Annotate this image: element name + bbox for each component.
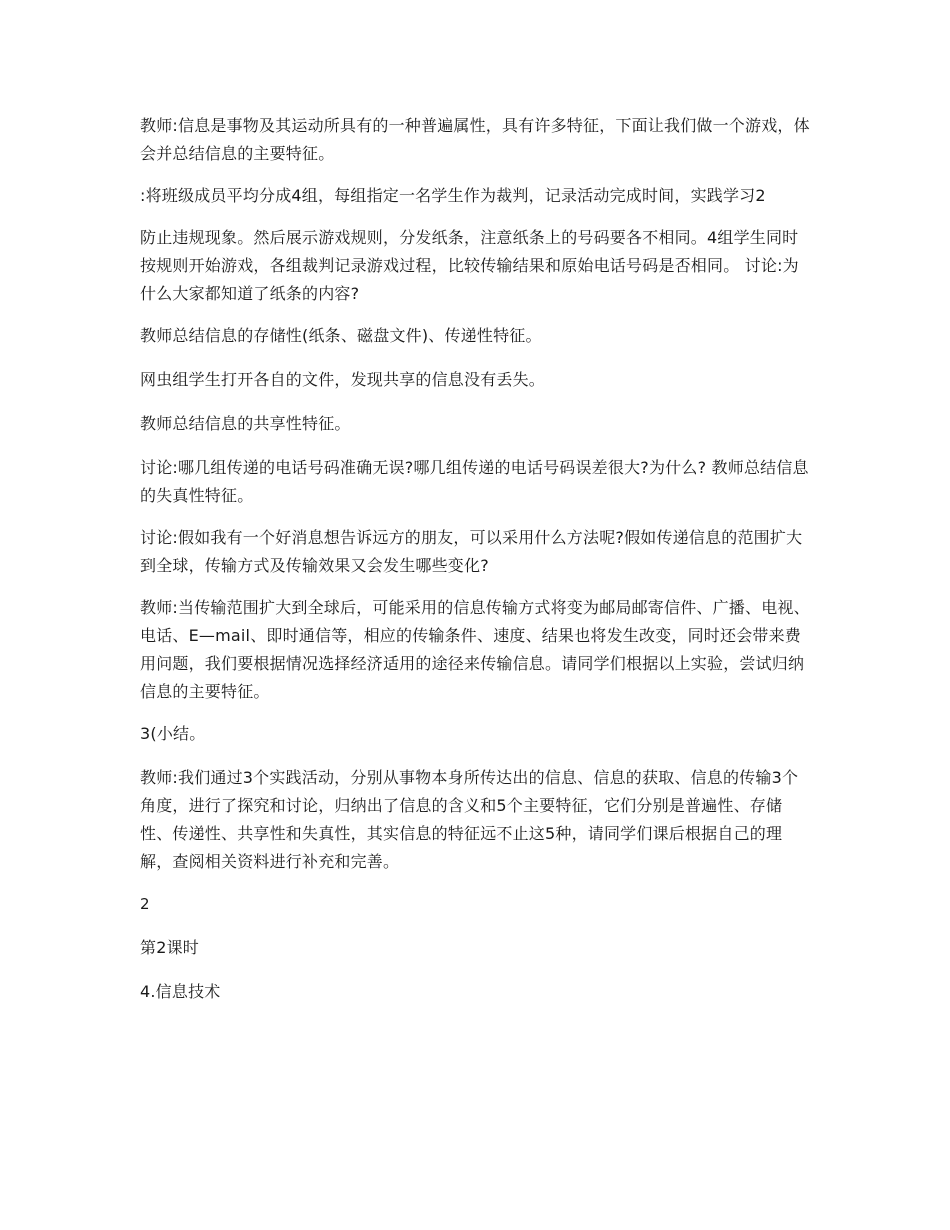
paragraph-sharing-feature: 教师总结信息的共享性特征。 [140, 414, 351, 433]
paragraph-shared-files: 网虫组学生打开各自的文件，发现共享的信息没有丢失。 [140, 370, 546, 389]
paragraph-game-rules: 防止违规现象。然后展示游戏规则，分发纸条，注意纸条上的号码要各不相同。4组学生同时按规则开始游戏，各组裁判记录游戏过程，比较传输结果和原始电话号码是否相同。 讨论:为什么大家都知道了纸条的内容? [140, 228, 799, 303]
paragraph-summary: 教师:我们通过3个实践活动，分别从事物本身所传达出的信息、信息的获取、信息的传输3个角度，进行了探究和讨论，归纳出了信息的含义和5个主要特征，它们分别是普遍性、存储性、传递性、共享性和失真性，其实信息的特征远不止这5种，请同学们课后根据自己的理解，查阅相关资料进行补充和完善。 [140, 768, 799, 871]
paragraph-global-transmission: 教师:当传输范围扩大到全球后，可能采用的信息传输方式将变为邮局邮寄信件、广播、电视、电话、E—mail、即时通信等，相应的传输条件、速度、结果也将发生改变，同时还会带来费用问题，我们要根据情况选择经济适用的途径来传输信息。请同学们根据以上实验，尝试归纳信息的主要特征。 [140, 598, 810, 701]
section-heading: 4.信息技术 [140, 982, 221, 1001]
paragraph-transmission-discussion: 讨论:假如我有一个好消息想告诉远方的朋友，可以采用什么方法呢?假如传递信息的范围扩大到全球，传输方式及传输效果又会发生哪些变化? [140, 528, 803, 575]
paragraph-storage-feature: 教师总结信息的存储性(纸条、磁盘文件)、传递性特征。 [140, 326, 542, 345]
lesson-heading: 第2课时 [140, 938, 199, 957]
paragraph-group-setup: :将班级成员平均分成4组，每组指定一名学生作为裁判，记录活动完成时间，实践学习2 [140, 186, 766, 205]
page-number: 2 [140, 895, 150, 913]
paragraph-intro: 教师:信息是事物及其运动所具有的一种普遍属性，具有许多特征，下面让我们做一个游戏，体会并总结信息的主要特征。 [140, 116, 810, 163]
paragraph-distortion-discussion: 讨论:哪几组传递的电话号码准确无误?哪几组传递的电话号码误差很大?为什么? 教师总结信息的失真性特征。 [140, 458, 809, 505]
document-body [140, 112, 812, 1022]
paragraph-summary-label: 3(小结。 [140, 724, 206, 743]
